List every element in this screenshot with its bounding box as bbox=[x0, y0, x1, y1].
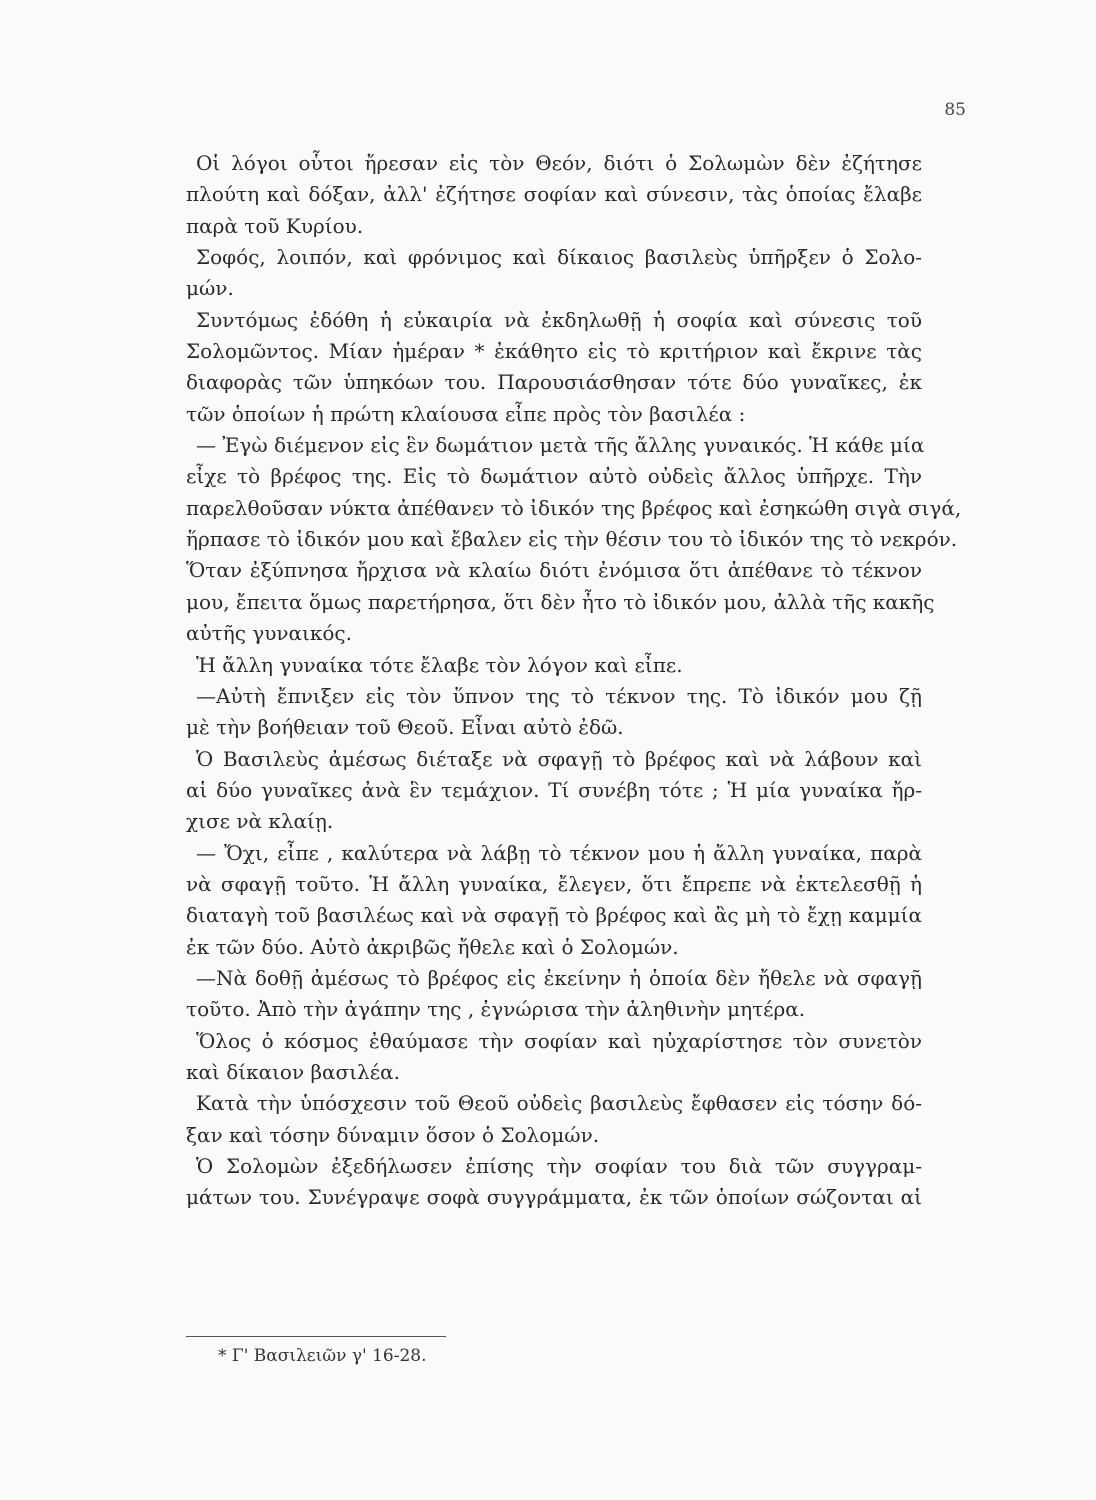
text-line: αἱ δύο γυναῖκες ἀνὰ ἓν τεμάχιον. Τί συνέβη τότε ; Ἡ μία γυναίκα ἤρ- bbox=[186, 777, 922, 802]
text-line: χισε νὰ κλαίῃ. bbox=[186, 809, 334, 834]
text-line: τοῦτο. Ἀπὸ τὴν ἀγάπην της , ἐγνώρισα τὴν ἀληθινὴν μητέρα. bbox=[186, 997, 806, 1022]
text-line: —Νὰ δοθῇ ἀμέσως τὸ βρέφος εἰς ἐκείνην ἡ ὁποία δὲν ἤθελε νὰ σφαγῇ bbox=[196, 965, 922, 990]
text-line: — Ὄχι, εἶπε , καλύτερα νὰ λάβῃ τὸ τέκνον μου ἡ ἄλλη γυναίκα, παρὰ bbox=[196, 840, 922, 865]
footnote-divider bbox=[186, 1336, 446, 1337]
page-number: 85 bbox=[944, 100, 966, 120]
text-line: νὰ σφαγῇ τοῦτο. Ἡ ἄλλη γυναίκα, ἔλεγεν, ὅτι ἔπρεπε νὰ ἐκτελεσθῇ ἡ bbox=[186, 871, 922, 896]
text-line: μὲ τὴν βοήθειαν τοῦ Θεοῦ. Εἶναι αὐτὸ ἐδῶ. bbox=[186, 715, 624, 740]
text-line: αὐτῆς γυναικός. bbox=[186, 621, 352, 646]
text-line: παρὰ τοῦ Κυρίου. bbox=[186, 213, 364, 238]
text-line: Ὁ Σολομὼν ἐξεδήλωσεν ἐπίσης τὴν σοφίαν του διὰ τῶν συγγραμ- bbox=[196, 1154, 922, 1178]
text-line: ξαν καὶ τόσην δύναμιν ὅσον ὁ Σολομών. bbox=[186, 1122, 600, 1147]
text-line: τῶν ὁποίων ἡ πρώτη κλαίουσα εἶπε πρὸς τὸν βασιλέα : bbox=[186, 401, 746, 426]
text-line: μου, ἔπειτα ὅμως παρετήρησα, ὅτι δὲν ἦτο τὸ ἰδικόν μου, ἀλλὰ τῆς κακῆς bbox=[186, 589, 935, 614]
text-line: Ὅλος ὁ κόσμος ἐθαύμασε τὴν σοφίαν καὶ ηὐχαρίστησε τὸν συνετὸν bbox=[196, 1028, 922, 1053]
text-line: πλούτη καὶ δόξαν, ἀλλ' ἐζήτησε σοφίαν καὶ σύνεσιν, τὰς ὁποίας ἔλαβε bbox=[186, 182, 922, 207]
text-line: καὶ δίκαιον βασιλέα. bbox=[186, 1059, 400, 1084]
text-line: εἶχε τὸ βρέφος της. Εἰς τὸ δωμάτιον αὐτὸ οὐδεὶς ἄλλος ὑπῆρχε. Τὴν bbox=[186, 464, 922, 489]
text-line: Ἡ ἄλλη γυναίκα τότε ἔλαβε τὸν λόγον καὶ εἶπε. bbox=[196, 652, 683, 677]
body-text bbox=[186, 148, 962, 1214]
text-line: παρελθοῦσαν νύκτα ἀπέθανεν τὸ ἰδικόν της βρέφος καὶ ἐσηκώθη σιγὰ σιγά, bbox=[186, 495, 962, 520]
text-line: Οἱ λόγοι οὗτοι ἤρεσαν εἰς τὸν Θεόν, διότι ὁ Σολωμὼν δὲν ἐζήτησε bbox=[196, 151, 922, 175]
text-line: Ὁ Βασιλεὺς ἀμέσως διέταξε νὰ σφαγῇ τὸ βρέφος καὶ νὰ λάβουν καὶ bbox=[196, 746, 922, 771]
text-line: ἐκ τῶν δύο. Αὐτὸ ἀκριβῶς ἤθελε καὶ ὁ Σολομών. bbox=[186, 934, 679, 959]
text-line: Σοφός, λοιπόν, καὶ φρόνιμος καὶ δίκαιος βασιλεὺς ὑπῆρξεν ὁ Σολο- bbox=[196, 245, 922, 270]
text-line: ἥρπασε τὸ ἰδικόν μου καὶ ἔβαλεν εἰς τὴν θέσιν του τὸ ἰδικόν της τὸ νεκρόν. bbox=[186, 527, 958, 552]
text-line: — Ἐγὼ διέμενον εἰς ἓν δωμάτιον μετὰ τῆς ἄλλης γυναικός. Ἡ κάθε μία bbox=[196, 433, 925, 458]
text-line: διαφορὰς τῶν ὑπηκόων του. Παρουσιάσθησαν τότε δύο γυναῖκες, ἐκ bbox=[186, 370, 922, 395]
text-line: Ὅταν ἐξύπνησα ἤρχισα νὰ κλαίω διότι ἐνόμισα ὅτι ἀπέθανε τὸ τέκνον bbox=[186, 558, 922, 583]
text-line: Κατὰ τὴν ὑπόσχεσιν τοῦ Θεοῦ οὐδεὶς βασιλεὺς ἔφθασεν εἰς τόσην δό- bbox=[196, 1091, 922, 1116]
footnote: * Γ' Βασιλειῶν γ' 16-28. bbox=[218, 1346, 427, 1366]
text-line: διαταγὴ τοῦ βασιλέως καὶ νὰ σφαγῇ τὸ βρέφος καὶ ἂς μὴ τὸ ἔχῃ καμμία bbox=[186, 903, 922, 928]
text-line: μών. bbox=[186, 276, 234, 301]
text-line: μάτων του. Συνέγραψε σοφὰ συγγράμματα, ἐκ τῶν ὁποίων σώζονται αἱ bbox=[186, 1185, 922, 1210]
text-line: Σολομῶντος. Μίαν ἡμέραν * ἐκάθητο εἰς τὸ κριτήριον καὶ ἔκρινε τὰς bbox=[186, 339, 922, 364]
text-line: Συντόμως ἐδόθη ἡ εὐκαιρία νὰ ἐκδηλωθῇ ἡ σοφία καὶ σύνεσις τοῦ bbox=[196, 307, 922, 332]
text-line: —Αὐτὴ ἔπνιξεν εἰς τὸν ὕπνον της τὸ τέκνον της. Τὸ ἰδικόν μου ζῇ bbox=[196, 683, 922, 708]
